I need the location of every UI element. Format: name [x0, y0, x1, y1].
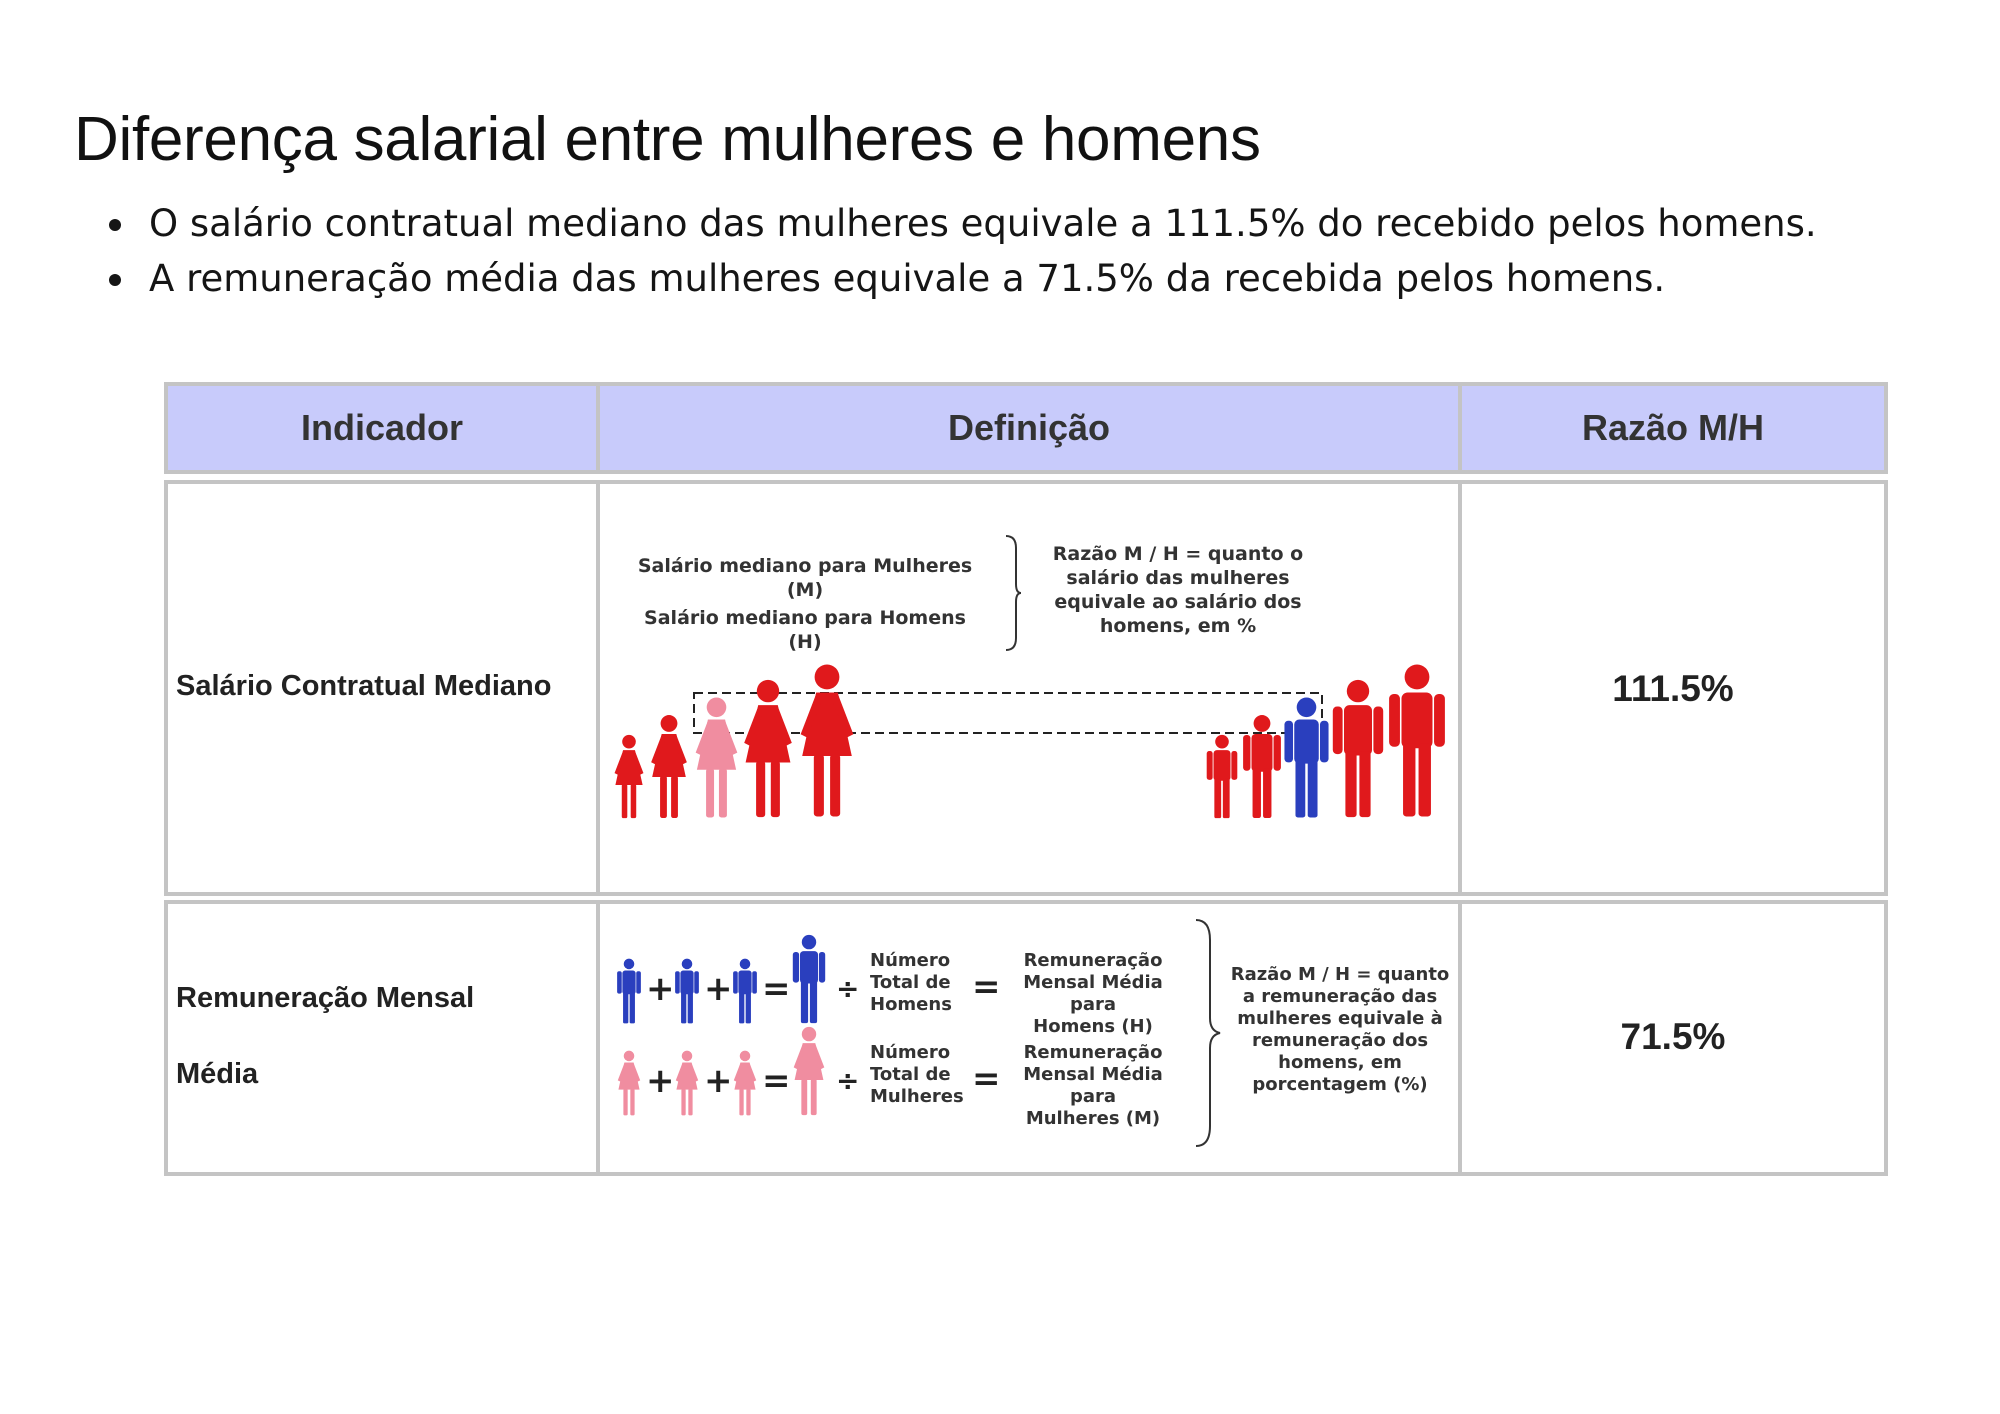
female-figure-icon	[728, 1050, 762, 1116]
men-count-label	[870, 950, 954, 1016]
female-figure-icon	[796, 662, 858, 819]
male-figure-icon	[670, 958, 704, 1024]
ratio-text-line: homens, em	[1278, 1052, 1402, 1073]
ratio-text-line: salário das mulheres	[1066, 567, 1290, 589]
label-line: Mulheres	[870, 1086, 964, 1107]
male-figure-icon	[1205, 734, 1239, 819]
label-line: Homens	[870, 994, 952, 1015]
female-figure-icon	[612, 1050, 646, 1116]
header-razao: Razão M/H	[1581, 407, 1765, 448]
ratio-value: 111.5%	[1612, 668, 1734, 709]
definition-cell	[600, 904, 1462, 1172]
label-line: Mulheres (M)	[1025, 1108, 1161, 1129]
ratio-text-line: a remuneração das	[1242, 986, 1438, 1007]
page-title: Diferença salarial entre mulheres e homens	[74, 105, 1261, 174]
summary-bullets	[105, 196, 1817, 306]
indicator-table	[164, 382, 1888, 1176]
ratio-value: 71.5%	[1620, 1016, 1726, 1057]
ratio-cell	[1462, 904, 1884, 1172]
indicator-label: Remuneração Mensal	[176, 982, 475, 1014]
label-line: Remuneração	[1023, 950, 1163, 971]
equals-sign: =	[762, 1061, 791, 1101]
male-figure-icon	[1386, 662, 1448, 819]
female-figure-icon	[648, 714, 690, 819]
male-figure-icon	[1241, 714, 1283, 819]
ratio-explanation	[1230, 964, 1450, 1096]
female-average-figure-icon	[786, 1026, 832, 1116]
label-line: Homens (H)	[1033, 1016, 1153, 1037]
ratio-text-line: homens, em %	[1099, 615, 1257, 637]
ratio-text-line: Razão M / H = quanto o	[1052, 543, 1304, 565]
median-salary-diagram	[600, 484, 1458, 892]
header-indicador: Indicador	[168, 386, 600, 470]
plus-sign: +	[646, 1061, 675, 1101]
indicator-cell	[168, 904, 600, 1172]
women-count-label	[870, 1042, 964, 1108]
header-definicao: Definição	[600, 386, 1462, 470]
indicator-cell	[168, 484, 600, 892]
label-line: Número	[870, 1042, 951, 1063]
divide-sign: ÷	[836, 1064, 860, 1097]
ratio-text-line: Razão M / H = quanto	[1230, 964, 1450, 985]
female-figure-icon	[612, 734, 646, 819]
equals-sign: =	[972, 967, 1001, 1007]
equals-sign: =	[972, 1059, 1001, 1099]
label-line: Total de	[870, 972, 951, 993]
plus-sign: +	[704, 969, 733, 1009]
male-figure-median-icon	[1282, 696, 1331, 819]
indicator-label: Salário Contratual Mediano	[176, 670, 552, 702]
male-average-figure-icon	[786, 934, 832, 1024]
ratio-text-line: porcentagem (%)	[1252, 1074, 1428, 1095]
brace-icon	[1004, 534, 1022, 652]
table-row	[164, 480, 1888, 896]
equals-sign: =	[762, 969, 791, 1009]
label-line: Remuneração	[1023, 1042, 1163, 1063]
male-figure-icon	[728, 958, 762, 1024]
label-line: Mensal Média para	[1023, 972, 1163, 1015]
plus-sign: +	[646, 969, 675, 1009]
plus-sign: +	[704, 1061, 733, 1101]
men-median-label: Salário mediano para Homens (H)	[644, 607, 966, 653]
definition-cell	[600, 484, 1462, 892]
table-header-row	[164, 382, 1888, 474]
divide-sign: ÷	[836, 972, 860, 1005]
ratio-explanation	[1048, 542, 1308, 638]
female-figure-median-icon	[692, 696, 741, 819]
male-figure-icon	[612, 958, 646, 1024]
female-figure-icon	[670, 1050, 704, 1116]
indicator-label: Média	[176, 1058, 259, 1090]
bullet-item: O salário contratual mediano das mulheres equivale a 111.5% do recebido pelos homens.	[105, 196, 1817, 251]
label-line: Total de	[870, 1064, 951, 1085]
label-line: Mensal Média para	[1023, 1064, 1163, 1107]
women-mean-pay-label	[1004, 1042, 1182, 1130]
table-row	[164, 900, 1888, 1176]
female-figure-icon	[740, 678, 796, 819]
men-mean-pay-label	[1004, 950, 1182, 1038]
ratio-text-line: equivale ao salário dos	[1054, 591, 1302, 613]
bullet-item: A remuneração média das mulheres equivale a 71.5% da recebida pelos homens.	[105, 251, 1817, 306]
ratio-text-line: mulheres equivale à	[1237, 1008, 1443, 1029]
male-figure-icon	[1330, 678, 1386, 819]
women-median-label: Salário mediano para Mulheres (M)	[637, 555, 973, 601]
ratio-cell	[1462, 484, 1884, 892]
mean-pay-diagram	[600, 904, 1458, 1172]
ratio-text-line: remuneração dos	[1251, 1030, 1429, 1051]
label-line: Número	[870, 950, 951, 971]
brace-icon	[1194, 918, 1222, 1148]
